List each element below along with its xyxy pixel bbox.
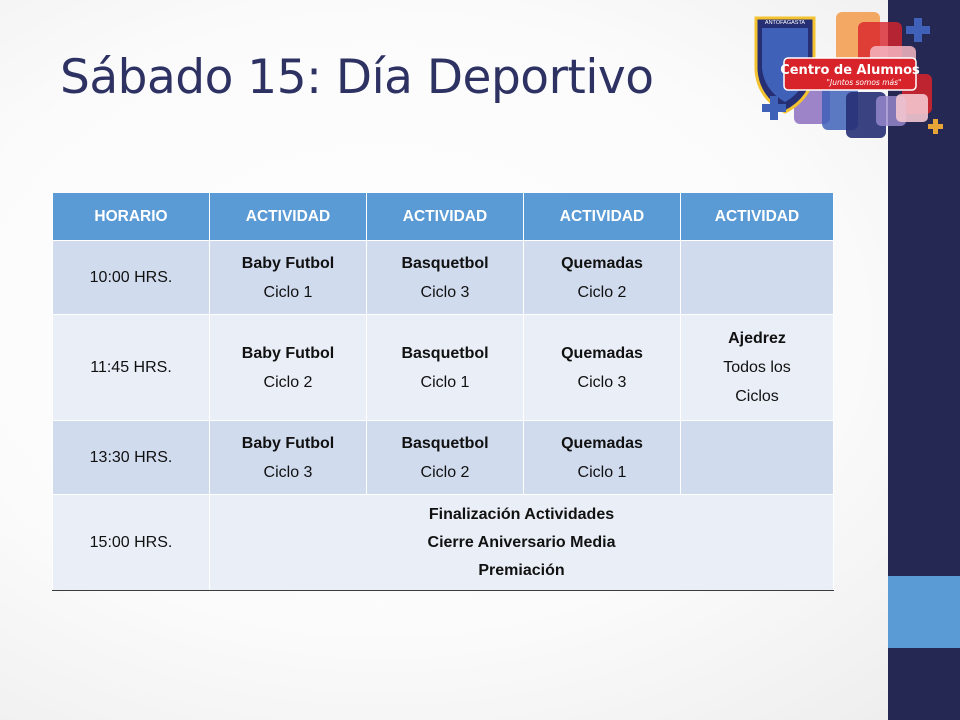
activity-detail: Ciclo 3 [263,463,313,481]
activity-name: Basquetbol [401,434,489,452]
header-horario: HORARIO [53,193,210,241]
activity-cell [367,315,524,421]
centro-de-alumnos-logo [750,8,950,142]
activity-name: Baby Futbol [241,344,335,362]
activity-cell [524,315,681,421]
table-row [53,421,834,495]
closing-line: Cierre Aniversario Media [427,533,616,551]
closing-line: Finalización Actividades [428,505,615,523]
header-actividad: ACTIVIDAD [367,193,524,241]
closing-activities-cell [210,495,834,591]
activity-cell [210,241,367,315]
activity-name: Baby Futbol [241,434,335,452]
activity-name: Ajedrez [728,330,786,347]
header-actividad: ACTIVIDAD [681,193,834,241]
logo-crest-text: ANTOFAGASTA [764,20,806,26]
activity-cell [210,315,367,421]
activity-name: Baby Futbol [241,254,335,272]
activity-cell-empty [681,241,834,315]
activity-name: Basquetbol [401,344,489,362]
activity-name: Basquetbol [401,254,489,272]
activity-name: Quemadas [561,344,643,362]
activity-detail: Ciclo 2 [577,283,627,301]
activity-detail: Ciclo 2 [263,373,313,391]
side-accent-block [888,576,960,648]
table-row [53,315,834,421]
time-cell: 10:00 HRS. [53,241,210,315]
activity-detail: Ciclo 3 [577,373,627,391]
logo-slogan-text: "Juntos somos más" [826,78,902,87]
time-cell: 13:30 HRS. [53,421,210,495]
activity-detail: Ciclo 1 [263,283,313,301]
slide-title: Sábado 15: Día Deportivo [60,50,654,105]
activity-cell [210,421,367,495]
table-header-row [53,193,834,241]
activity-cell [367,241,524,315]
activity-name: Quemadas [561,434,643,452]
activity-cell [524,421,681,495]
time-cell: 15:00 HRS. [53,495,210,591]
activity-cell [524,241,681,315]
schedule-table [52,193,834,591]
table-row [53,495,834,591]
header-actividad: ACTIVIDAD [524,193,681,241]
time-cell: 11:45 HRS. [53,315,210,421]
closing-line: Premiación [478,561,565,579]
activity-cell-empty [681,421,834,495]
activity-detail: Ciclo 3 [420,283,470,301]
activity-detail: Todos los Ciclos [723,359,791,405]
activity-detail: Ciclo 2 [420,463,470,481]
activity-cell [367,421,524,495]
logo-name-text: Centro de Alumnos [780,63,920,78]
header-actividad: ACTIVIDAD [210,193,367,241]
activity-detail: Ciclo 1 [420,373,470,391]
activity-detail: Ciclo 1 [577,463,627,481]
activity-name: Quemadas [561,254,643,272]
table-row [53,241,834,315]
activity-cell [681,315,834,421]
